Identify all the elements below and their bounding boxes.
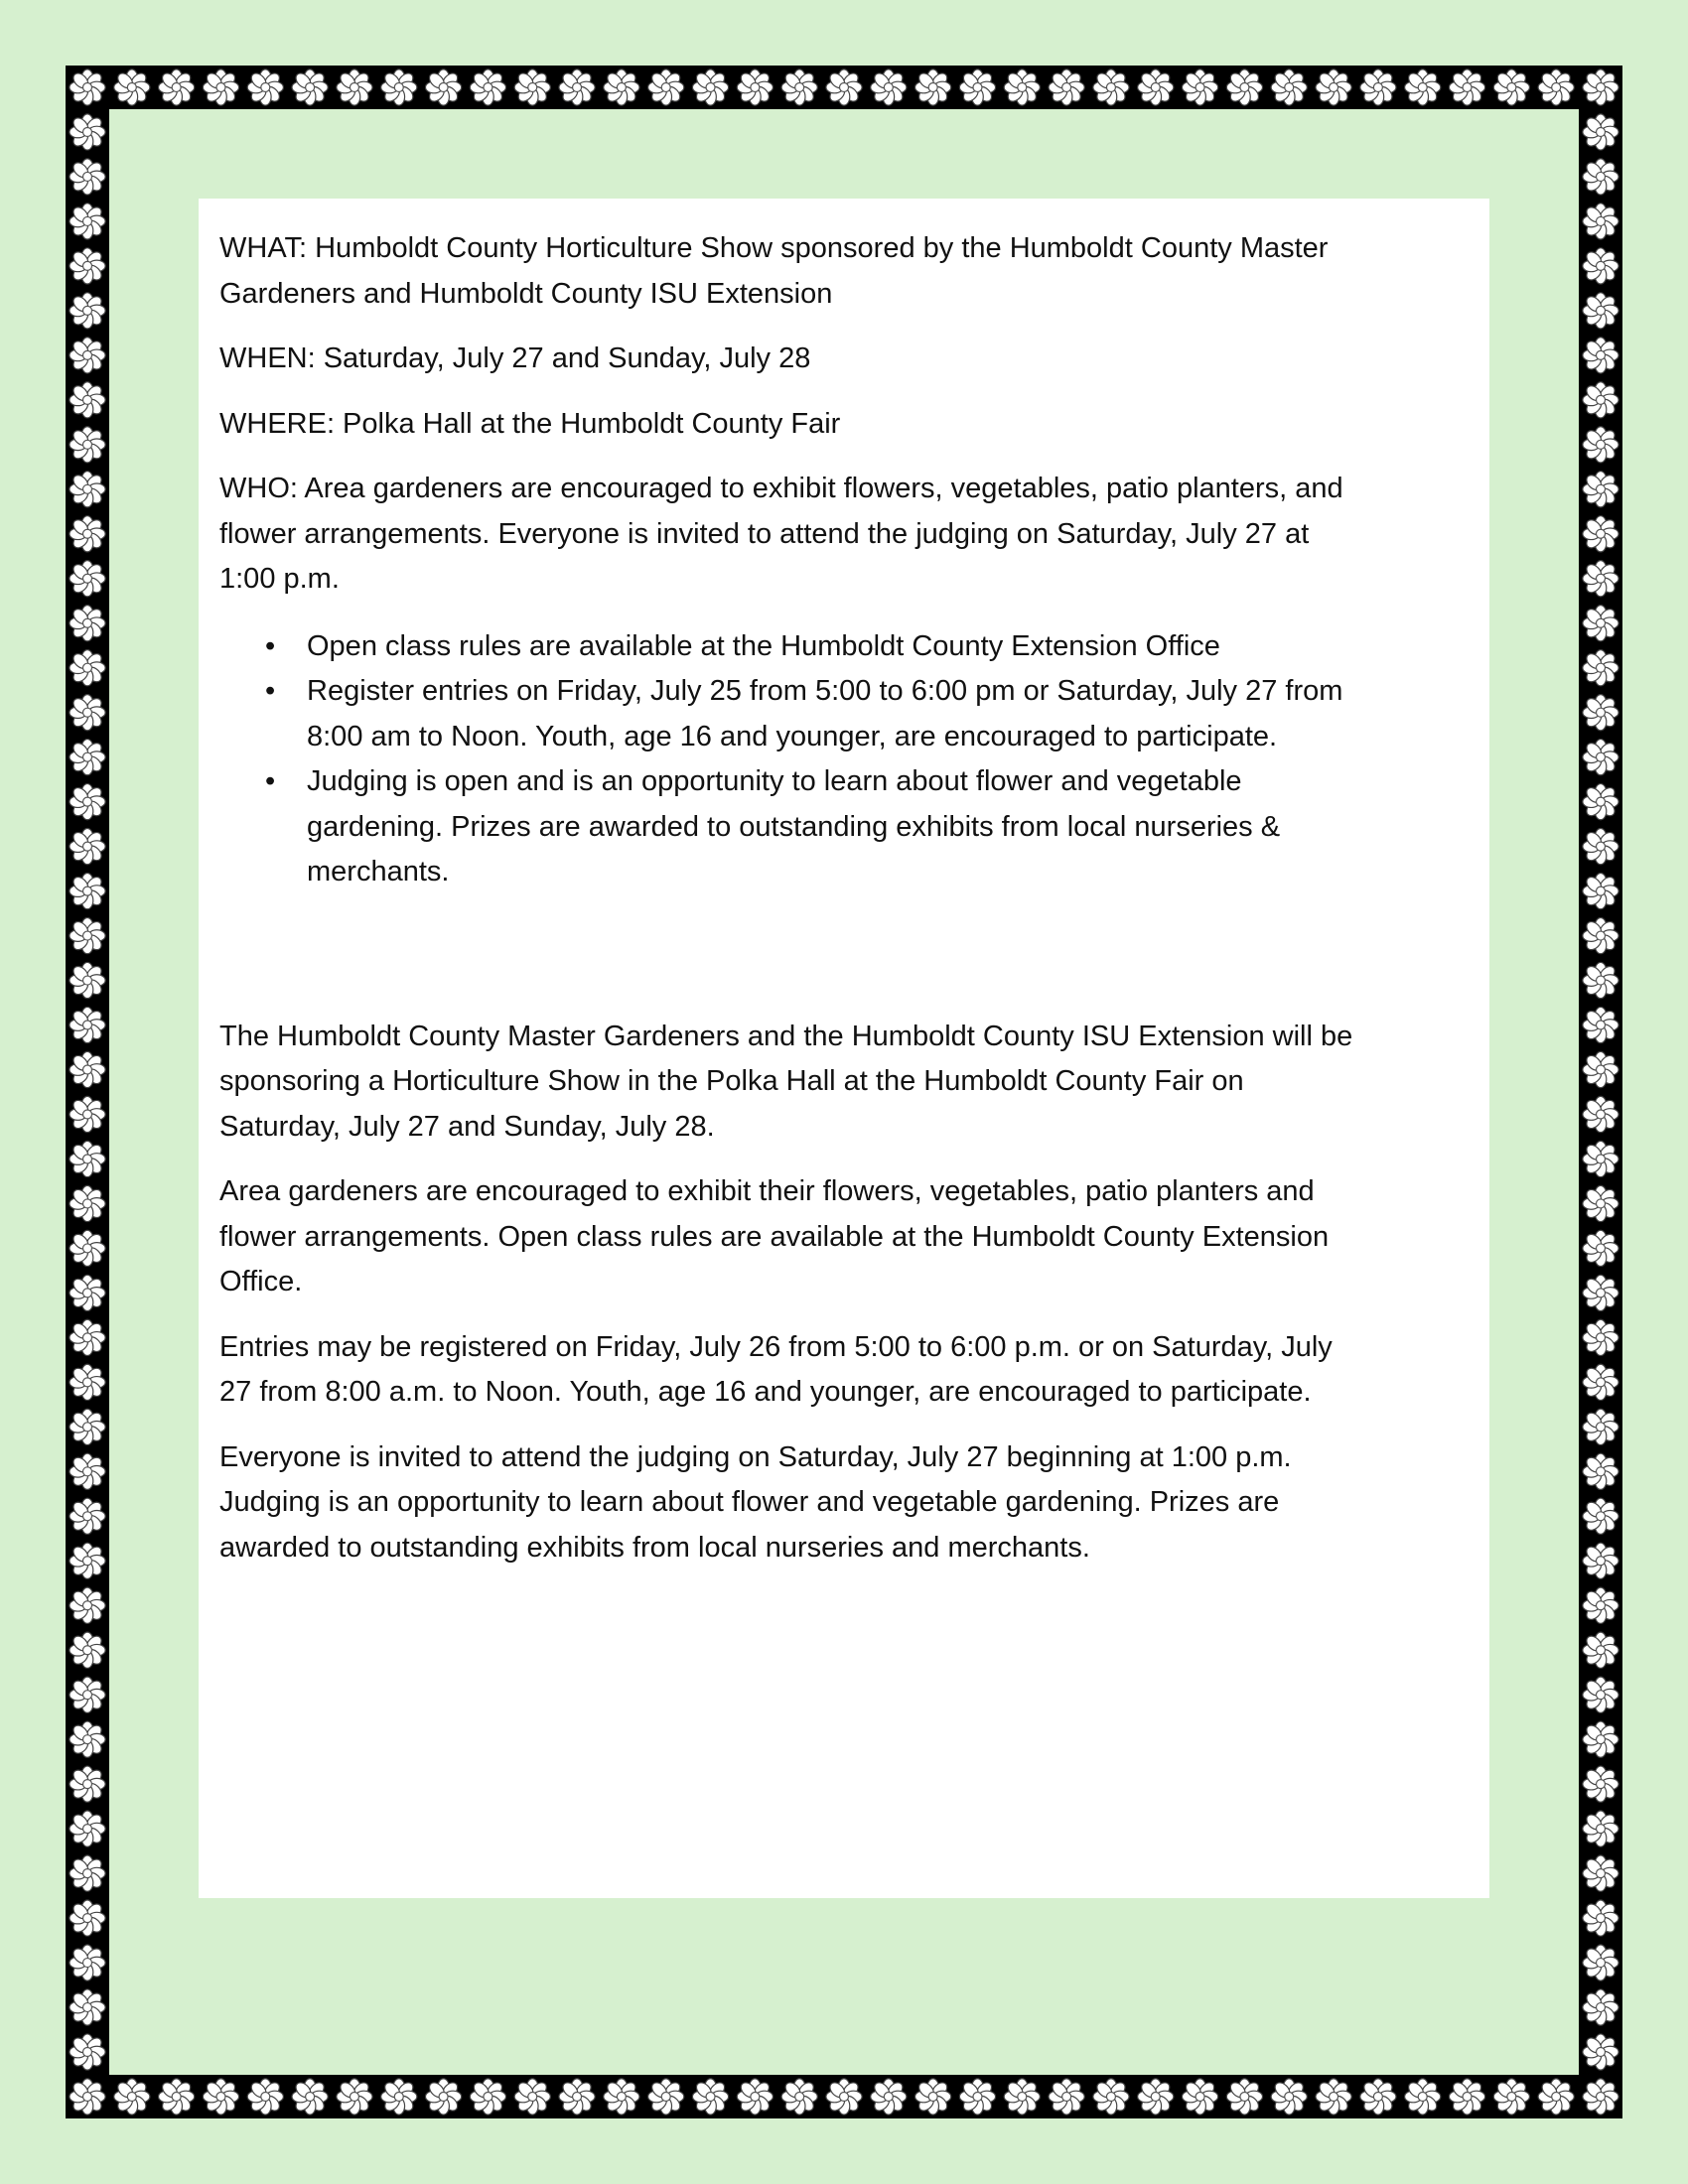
- flower-icon: [736, 2078, 774, 2116]
- flower-icon: [1137, 68, 1175, 106]
- flower-icon: [603, 2078, 640, 2116]
- flower-icon: [1582, 1586, 1619, 1624]
- flower-icon: [69, 962, 106, 1000]
- flower-icon: [1582, 1140, 1619, 1177]
- flower-icon: [69, 1944, 106, 1981]
- flower-icon: [69, 426, 106, 464]
- flower-icon: [202, 2078, 239, 2116]
- flower-icon: [69, 113, 106, 151]
- flower-icon: [1582, 1274, 1619, 1311]
- flower-icon: [1582, 694, 1619, 732]
- flower-icon: [958, 2078, 996, 2116]
- flower-icon: [1048, 68, 1085, 106]
- flower-icon: [202, 68, 239, 106]
- release-paragraph: Area gardeners are encouraged to exhibit their flowers, vegetables, patio planters and flower arrangements. Open class rules are available at the Humboldt County Extension Office.: [219, 1175, 1330, 1297]
- flower-icon: [1582, 1988, 1619, 2026]
- flower-icon: [69, 515, 106, 553]
- flower-icon: [291, 2078, 329, 2116]
- flower-icon: [69, 292, 106, 330]
- flower-icon: [1582, 917, 1619, 955]
- flower-icon: [469, 68, 506, 106]
- flower-icon: [69, 1542, 106, 1579]
- flower-icon: [692, 2078, 730, 2116]
- flower-icon: [1137, 2078, 1175, 2116]
- flower-icon: [1582, 1229, 1619, 1267]
- flower-icon: [870, 2078, 908, 2116]
- flower-icon: [780, 2078, 818, 2116]
- flower-icon: [1582, 247, 1619, 285]
- flower-icon: [914, 2078, 952, 2116]
- flower-icon: [825, 68, 863, 106]
- flower-icon: [1270, 2078, 1308, 2116]
- flower-icon: [69, 828, 106, 866]
- flower-icon: [69, 1899, 106, 1937]
- flower-icon: [1582, 560, 1619, 598]
- flower-icon: [1582, 828, 1619, 866]
- flower-icon: [1449, 68, 1486, 106]
- flower-icon: [69, 68, 106, 106]
- flower-icon: [69, 1452, 106, 1490]
- flower-icon: [69, 1988, 106, 2026]
- flower-icon: [113, 68, 151, 106]
- release-paragraph: The Humboldt County Master Gardeners and the Humboldt County ISU Extension will be sponsoring a Horticulture Show in the Polka Hall at the Humboldt County Fair on Saturday, July 27 and Sunday, July 28.: [219, 1020, 1353, 1143]
- flower-icon: [69, 1854, 106, 1892]
- flower-icon: [603, 68, 640, 106]
- flower-icon: [1182, 2078, 1219, 2116]
- flower-icon: [1225, 68, 1263, 106]
- flower-icon: [1582, 649, 1619, 687]
- list-item: [265, 624, 1361, 670]
- flower-icon: [647, 68, 685, 106]
- flower-icon: [780, 68, 818, 106]
- flower-icon: [246, 68, 284, 106]
- flower-icon: [647, 2078, 685, 2116]
- flower-icon: [1315, 2078, 1352, 2116]
- flower-icon: [1492, 68, 1530, 106]
- flower-icon: [1582, 1899, 1619, 1937]
- flower-icon: [958, 68, 996, 106]
- flower-icon: [1492, 2078, 1530, 2116]
- flower-icon: [1582, 1318, 1619, 1356]
- flower-icon: [69, 1586, 106, 1624]
- flower-icon: [69, 1765, 106, 1803]
- flower-icon: [69, 2078, 106, 2116]
- release-paragraph: Entries may be registered on Friday, July 26 from 5:00 to 6:00 p.m. or on Saturday, July 27 from 8:00 a.m. to Noon. Youth, age 16 and younger, are encouraged to participate.: [219, 1330, 1333, 1408]
- flower-icon: [1270, 68, 1308, 106]
- flower-icon: [113, 2078, 151, 2116]
- flower-icon: [1582, 1408, 1619, 1445]
- what-line: WHAT: Humboldt County Horticulture Show sponsored by the Humboldt County Master Gardeners and Humboldt County ISU Extension: [219, 232, 1329, 310]
- flower-icon: [69, 560, 106, 598]
- flower-icon: [1582, 739, 1619, 776]
- flower-icon: [69, 203, 106, 240]
- flower-icon: [558, 68, 596, 106]
- flower-icon: [825, 2078, 863, 2116]
- flower-icon: [1537, 68, 1575, 106]
- flower-icon: [1582, 337, 1619, 374]
- flower-icon: [69, 1676, 106, 1713]
- flower-icon: [69, 1363, 106, 1401]
- list-item-text: Judging is open and is an opportunity to learn about flower and vegetable gardening. Prizes are awarded to outstanding exhibits from local nurseries & merchants.: [307, 765, 1281, 887]
- flower-icon: [870, 68, 908, 106]
- flower-icon: [1582, 158, 1619, 196]
- flower-icon: [1582, 1765, 1619, 1803]
- flower-icon: [1582, 1363, 1619, 1401]
- flower-icon: [1582, 68, 1619, 106]
- flower-icon: [1003, 2078, 1041, 2116]
- flower-icon: [1582, 1944, 1619, 1981]
- flower-icon: [69, 605, 106, 642]
- flower-icon: [1582, 1854, 1619, 1892]
- flower-icon: [513, 68, 551, 106]
- flower-icon: [158, 68, 196, 106]
- flower-icon: [380, 2078, 418, 2116]
- flower-icon: [69, 1408, 106, 1445]
- section-gap: [219, 895, 1361, 1015]
- flower-icon: [69, 649, 106, 687]
- who-line: WHO: Area gardeners are encouraged to exhibit flowers, vegetables, patio planters, and flower arrangements. Everyone is invited to attend the judging on Saturday, July 27 at 1:00 p.m.: [219, 473, 1343, 595]
- where-line: WHERE: Polka Hall at the Humboldt County Fair: [219, 407, 841, 440]
- flower-icon: [1582, 1007, 1619, 1044]
- flower-icon: [69, 917, 106, 955]
- flower-icon: [692, 68, 730, 106]
- bullet-icon: •: [265, 765, 276, 797]
- flower-icon: [1582, 783, 1619, 821]
- flower-icon: [425, 68, 463, 106]
- flower-icon: [69, 873, 106, 910]
- flower-icon: [336, 2078, 373, 2116]
- flower-icon: [1582, 1095, 1619, 1133]
- details-list: [219, 624, 1361, 895]
- flower-icon: [69, 694, 106, 732]
- flower-icon: [1582, 381, 1619, 419]
- flower-icon: [69, 158, 106, 196]
- flower-icon: [1359, 2078, 1397, 2116]
- list-item: [265, 669, 1361, 759]
- flower-icon: [69, 1140, 106, 1177]
- flower-icon: [1582, 2033, 1619, 2071]
- flower-icon: [69, 1497, 106, 1535]
- flower-icon: [1582, 426, 1619, 464]
- flower-icon: [69, 1631, 106, 1669]
- flower-icon: [425, 2078, 463, 2116]
- flower-icon: [69, 1229, 106, 1267]
- flower-icon: [69, 1720, 106, 1758]
- flower-icon: [1582, 292, 1619, 330]
- flower-icon: [69, 1810, 106, 1847]
- flower-icon: [1582, 873, 1619, 910]
- flower-icon: [1092, 68, 1130, 106]
- flower-icon: [1315, 68, 1352, 106]
- bullet-icon: •: [265, 675, 276, 707]
- flower-icon: [1582, 1051, 1619, 1089]
- document-body: [219, 226, 1361, 1590]
- flower-icon: [1449, 2078, 1486, 2116]
- flower-icon: [246, 2078, 284, 2116]
- flower-icon: [69, 1051, 106, 1089]
- flower-icon: [1582, 2078, 1619, 2116]
- flower-icon: [69, 1007, 106, 1044]
- flower-icon: [1582, 962, 1619, 1000]
- flower-icon: [69, 471, 106, 508]
- flower-icon: [1582, 605, 1619, 642]
- flower-icon: [380, 68, 418, 106]
- flower-icon: [469, 2078, 506, 2116]
- flower-icon: [69, 247, 106, 285]
- flower-icon: [1582, 1542, 1619, 1579]
- flower-icon: [1582, 1810, 1619, 1847]
- when-line: WHEN: Saturday, July 27 and Sunday, July 28: [219, 342, 811, 374]
- flower-icon: [1582, 1497, 1619, 1535]
- flower-icon: [1582, 1676, 1619, 1713]
- flower-icon: [336, 68, 373, 106]
- flower-icon: [736, 68, 774, 106]
- flower-icon: [69, 2033, 106, 2071]
- flower-icon: [1404, 2078, 1442, 2116]
- flower-icon: [1359, 68, 1397, 106]
- flower-icon: [1582, 1184, 1619, 1222]
- flower-icon: [69, 337, 106, 374]
- list-item-text: Open class rules are available at the Humboldt County Extension Office: [307, 629, 1220, 662]
- flower-icon: [1003, 68, 1041, 106]
- flower-icon: [291, 68, 329, 106]
- flower-icon: [558, 2078, 596, 2116]
- flower-icon: [69, 1095, 106, 1133]
- flower-icon: [1537, 2078, 1575, 2116]
- flower-icon: [1582, 1452, 1619, 1490]
- list-item: [265, 759, 1361, 895]
- flower-icon: [1582, 1720, 1619, 1758]
- flower-icon: [1225, 2078, 1263, 2116]
- flower-icon: [513, 2078, 551, 2116]
- list-item-text: Register entries on Friday, July 25 from 5:00 to 6:00 pm or Saturday, July 27 from 8:00 am to Noon. Youth, age 16 and younger, are encouraged to participate.: [307, 675, 1343, 752]
- press-release: [219, 1015, 1361, 1571]
- flower-icon: [1092, 2078, 1130, 2116]
- flower-icon: [1048, 2078, 1085, 2116]
- flower-icon: [1182, 68, 1219, 106]
- flower-icon: [69, 381, 106, 419]
- flower-icon: [914, 68, 952, 106]
- bullet-icon: •: [265, 629, 276, 662]
- flower-icon: [1404, 68, 1442, 106]
- flower-icon: [1582, 471, 1619, 508]
- flower-icon: [158, 2078, 196, 2116]
- release-paragraph: Everyone is invited to attend the judging on Saturday, July 27 beginning at 1:00 p.m. Judging is an opportunity to learn about flower and vegetable gardening. Prizes are awarded to outstanding exhibits from local nurseries and merchants.: [219, 1440, 1292, 1564]
- flower-icon: [69, 1318, 106, 1356]
- flower-icon: [1582, 1631, 1619, 1669]
- flower-icon: [69, 1184, 106, 1222]
- flower-icon: [1582, 515, 1619, 553]
- flower-icon: [69, 739, 106, 776]
- flower-icon: [1582, 113, 1619, 151]
- flower-icon: [1582, 203, 1619, 240]
- flower-icon: [69, 1274, 106, 1311]
- flower-icon: [69, 783, 106, 821]
